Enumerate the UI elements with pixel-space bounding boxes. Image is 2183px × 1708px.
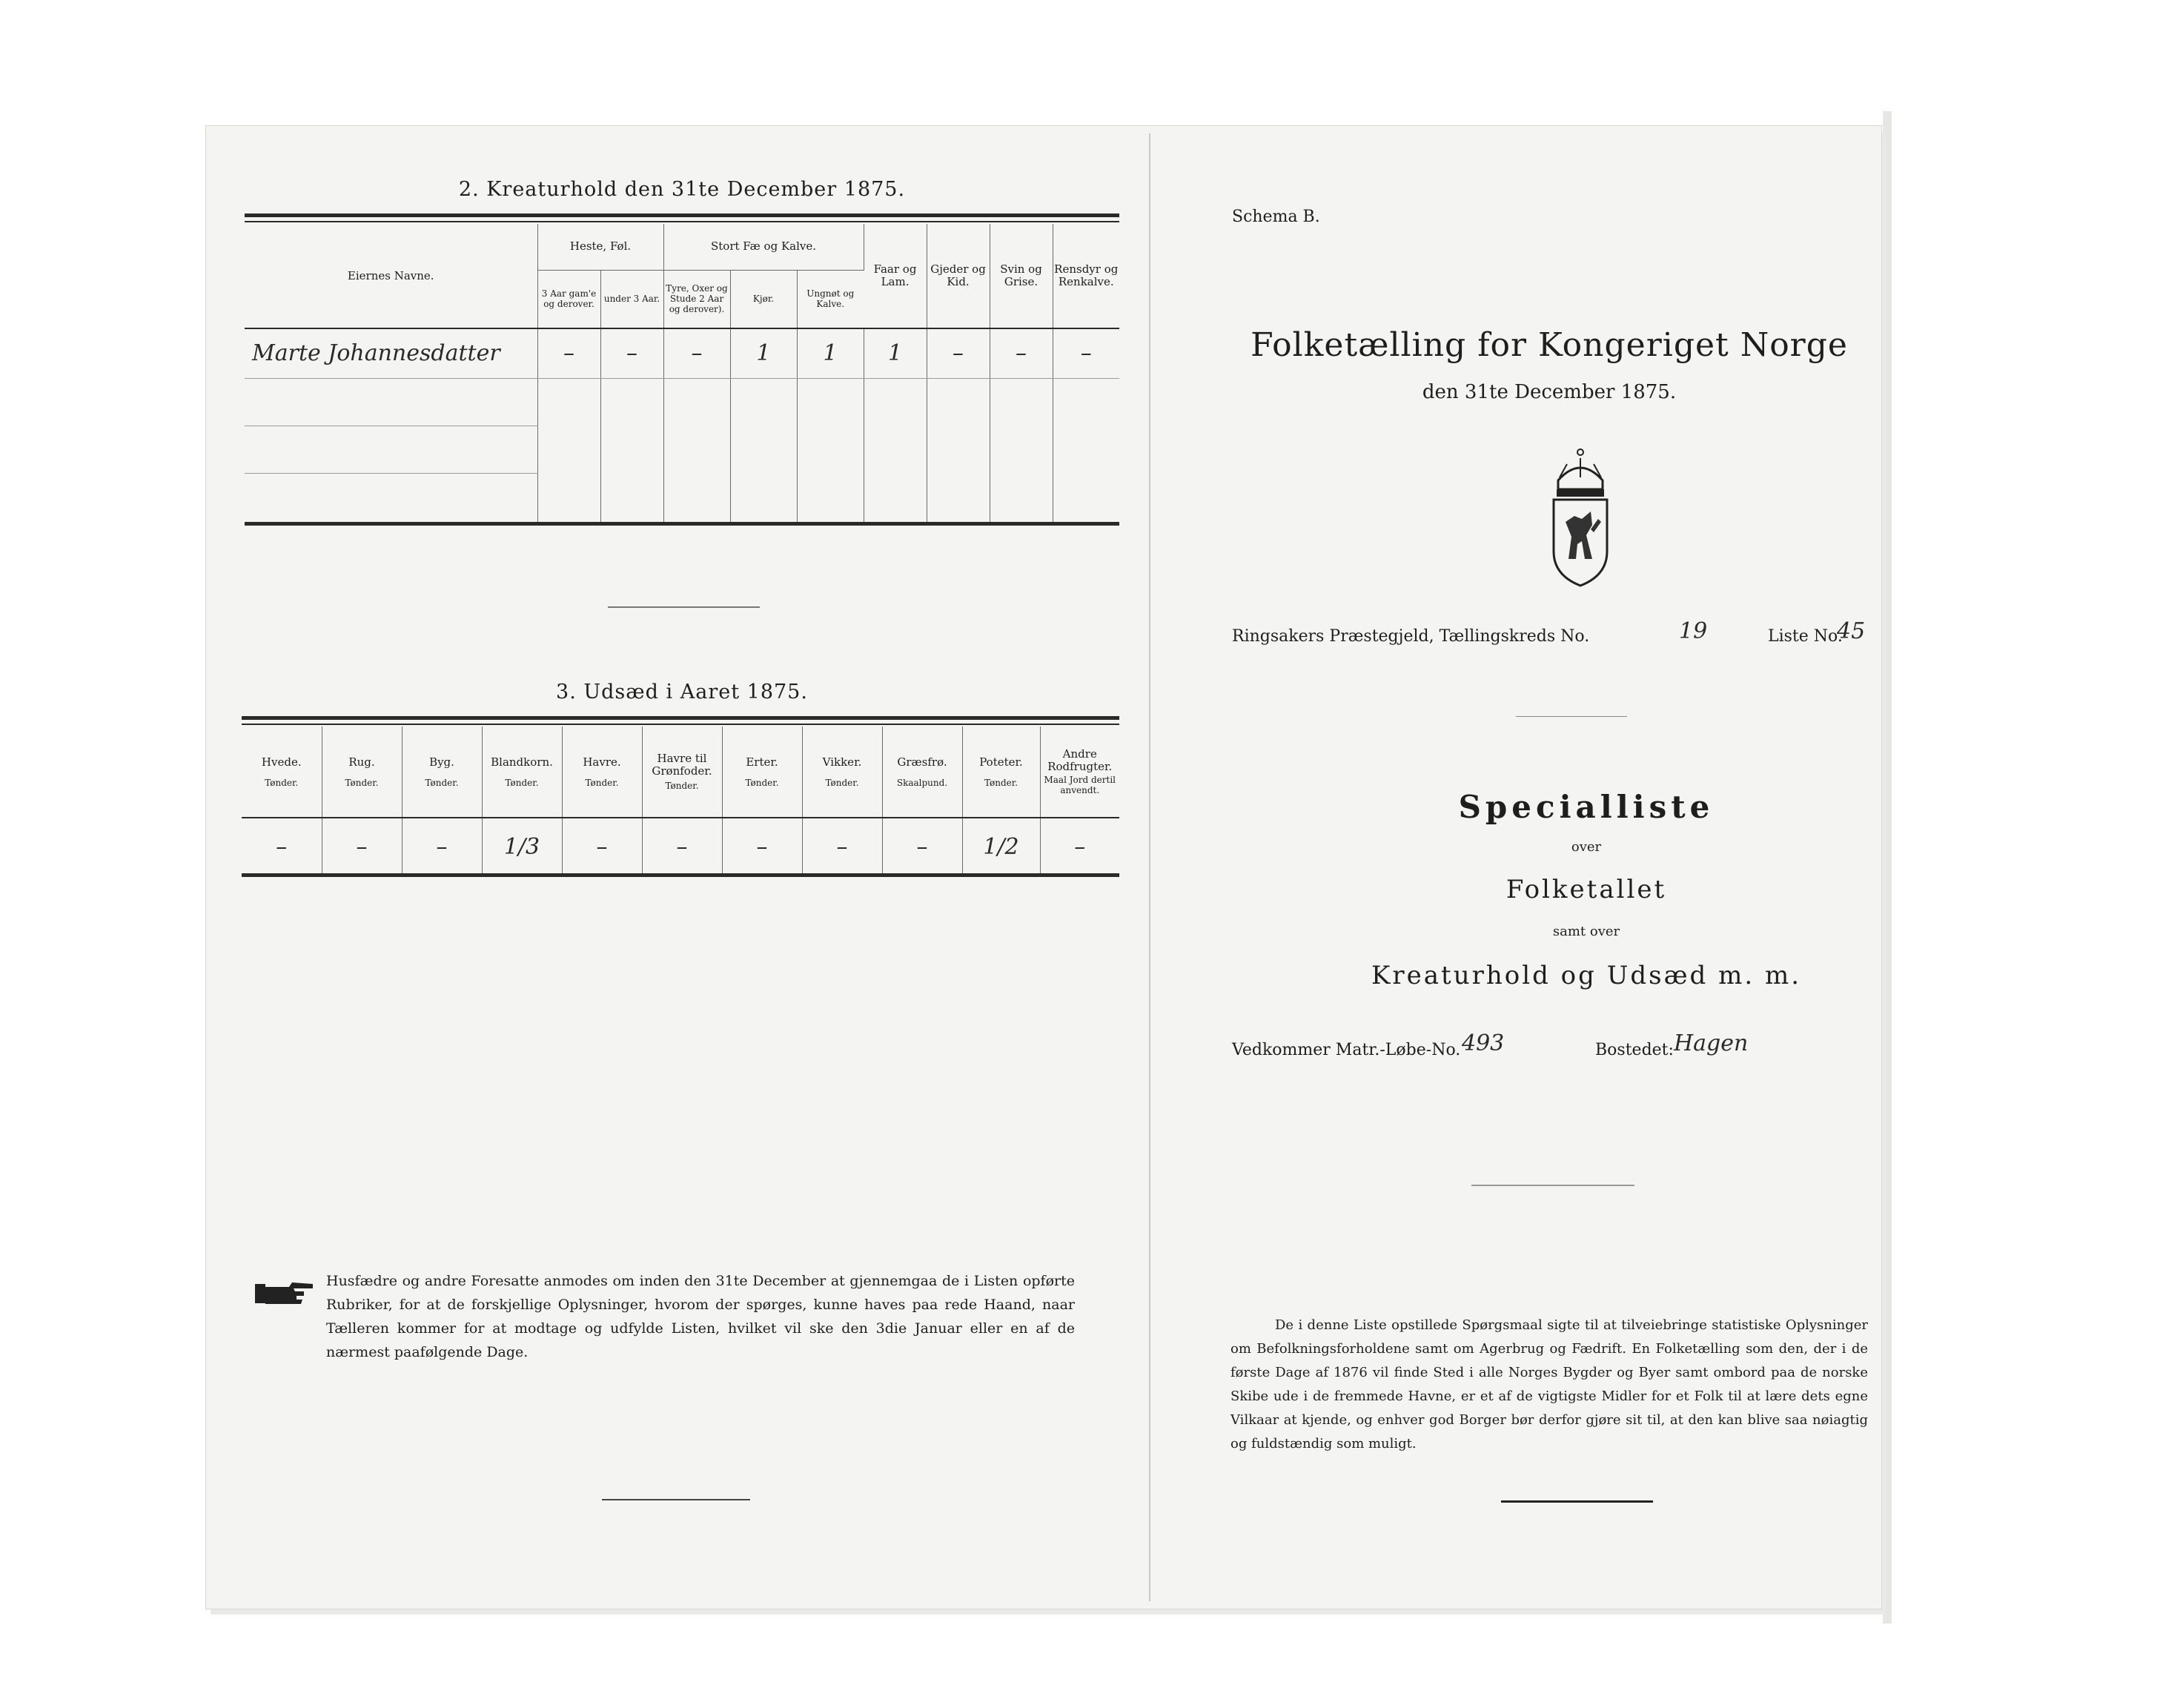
udsaed-col: Andre Rodfrugter. Maal Jord dertil anvendt.: [1044, 747, 1116, 795]
udsaed-title: 3. Udsæd i Aaret 1875.: [556, 681, 808, 704]
divider: [1471, 1185, 1634, 1186]
kreaturhold-title: Kreaturhold og Udsæd m. m.: [1371, 961, 1801, 990]
value-cell: –: [990, 329, 1053, 378]
value-cell: 1: [864, 329, 927, 378]
udsaed-top-rule-2: [242, 724, 1119, 725]
owner-name: Marte Johannesdatter: [245, 329, 537, 378]
purpose-text: De i denne Liste opstillede Spørgsmaal sigte til at tilveiebringe statistiske Oplysninger om Befolkningsforholdene samt om Agerbrug og Fædrift. En Folketælling som den, der i de første Dage af 1876 vil finde Sted i alle Norges Bygder og Byer samt ombord paa de norske Skibe ude i de fremmede Havne, er et af de vigtigste Midler for et Folk til at lære dets egne Vilkaar at kjende, og enhver god Borger bør derfor gjøre sit til, at den kan blive saa nøiagtig og fuldstændig som muligt.: [1230, 1317, 1868, 1452]
value-cell: 1/3: [482, 818, 562, 875]
kreatur-body: [245, 329, 1119, 523]
folketallet-title: Folketallet: [1505, 875, 1667, 904]
divider: [1516, 716, 1627, 717]
value-cell: –: [562, 818, 642, 875]
udsaed-col: Vikker. Tønder.: [802, 726, 882, 817]
main-date: den 31te December 1875.: [1422, 381, 1677, 403]
owner-header: Eiernes Navne.: [245, 224, 537, 328]
over-label: over: [1571, 839, 1602, 855]
value-cell: 1: [730, 329, 797, 378]
stort-b-header: Kjør.: [730, 270, 797, 328]
value-cell: –: [402, 818, 482, 875]
udsaed-body: [242, 818, 1119, 875]
liste-label: Liste No.: [1768, 627, 1843, 646]
value-cell: –: [802, 818, 882, 875]
udsaed-bottom-rule: [242, 873, 1119, 877]
value-cell: –: [1053, 329, 1119, 378]
value-cell: 1/2: [962, 818, 1040, 875]
norwegian-coat-of-arms-icon: [1549, 448, 1611, 587]
matr-number: 493: [1462, 1030, 1505, 1056]
value-cell: –: [663, 329, 730, 378]
udsaed-col: Blandkorn. Tønder.: [482, 726, 562, 817]
schema-label: Schema B.: [1232, 208, 1320, 226]
bosted-label: Bostedet:: [1595, 1041, 1674, 1059]
rensdyr-header: Rensdyr og Renkalve.: [1054, 262, 1119, 288]
stort-a-header: Tyre, Oxer og Stude 2 Aar og derover).: [663, 270, 730, 328]
udsaed-col: Hvede. Tønder.: [242, 726, 322, 817]
value-cell: –: [537, 329, 600, 378]
bosted-value: Hagen: [1674, 1030, 1749, 1056]
udsaed-col: Erter. Tønder.: [722, 726, 802, 817]
table-row: [245, 329, 1119, 378]
table-row: [242, 818, 1119, 875]
heste-b-header: under 3 Aar.: [600, 270, 663, 328]
heste-header: Heste, Føl.: [537, 224, 663, 270]
value-cell: –: [242, 818, 322, 875]
specialliste-title: Specialliste: [1458, 789, 1715, 825]
gjeder-header: Gjeder og Kid.: [927, 224, 990, 328]
divider: [608, 606, 760, 608]
table-row: [245, 378, 1119, 426]
value-cell: –: [882, 818, 962, 875]
kreatur-bottom-rule: [245, 522, 1119, 526]
kreatur-title: 2. Kreaturhold den 31te December 1875.: [458, 178, 906, 201]
svin-header: Svin og Grise.: [990, 224, 1053, 328]
table-row: [245, 473, 1119, 523]
value-cell: –: [1074, 833, 1086, 860]
notice-text: Husfædre og andre Foresatte anmodes om inden den 31te December at gjennemgaa de i Listen opførte Rubriker, for at de forskjellige Oplysninger, hvorom der spørges, kunne haves paa rede Haand, naar Tælleren kommer for at modtage og udfylde Listen, hvilket vil ske den 3die Januar eller en af de nærmest paafølgende Dage.: [326, 1273, 1075, 1360]
kreatur-top-rule: [245, 214, 1119, 217]
udsaed-top-rule: [242, 716, 1119, 720]
pointing-hand-icon: [255, 1280, 316, 1306]
udsaed-col: Rug. Tønder.: [322, 726, 402, 817]
udsaed-col: Byg. Tønder.: [402, 726, 482, 817]
udsaed-col: Græsfrø. Skaalpund.: [882, 726, 962, 817]
value-cell: –: [322, 818, 402, 875]
udsaed-header: [242, 726, 1119, 817]
stort-header: Stort Fæ og Kalve.: [663, 224, 864, 270]
divider: [1501, 1500, 1653, 1503]
stort-c-header: Ungnøt og Kalve.: [806, 288, 855, 310]
udsaed-col: Havre. Tønder.: [562, 726, 642, 817]
value-cell: –: [722, 818, 802, 875]
main-title: Folketælling for Kongeriget Norge: [1250, 326, 1848, 364]
kreds-number: 19: [1679, 618, 1708, 644]
table-row: [245, 426, 1119, 473]
udsaed-col: Havre til Grønfoder. Tønder.: [642, 726, 722, 817]
parish-label: Ringsakers Præstegjeld, Tællingskreds No.: [1232, 627, 1590, 646]
kreatur-header: [245, 224, 1119, 328]
kreatur-top-rule-2: [245, 221, 1119, 222]
page-edge: [1883, 111, 1892, 1623]
divider: [602, 1499, 750, 1500]
value-cell: 1: [797, 329, 864, 378]
value-cell: –: [642, 818, 722, 875]
faar-header: Faar og Lam.: [864, 224, 927, 328]
udsaed-col: Poteter. Tønder.: [962, 726, 1040, 817]
value-cell: –: [600, 329, 663, 378]
page-fold: [1149, 133, 1150, 1601]
heste-a-header: 3 Aar gam'e og derover.: [537, 270, 600, 328]
matr-label: Vedkommer Matr.-Løbe-No.: [1232, 1041, 1461, 1059]
liste-number: 45: [1837, 618, 1866, 644]
samt-over-label: samt over: [1552, 924, 1620, 939]
value-cell: –: [927, 329, 990, 378]
